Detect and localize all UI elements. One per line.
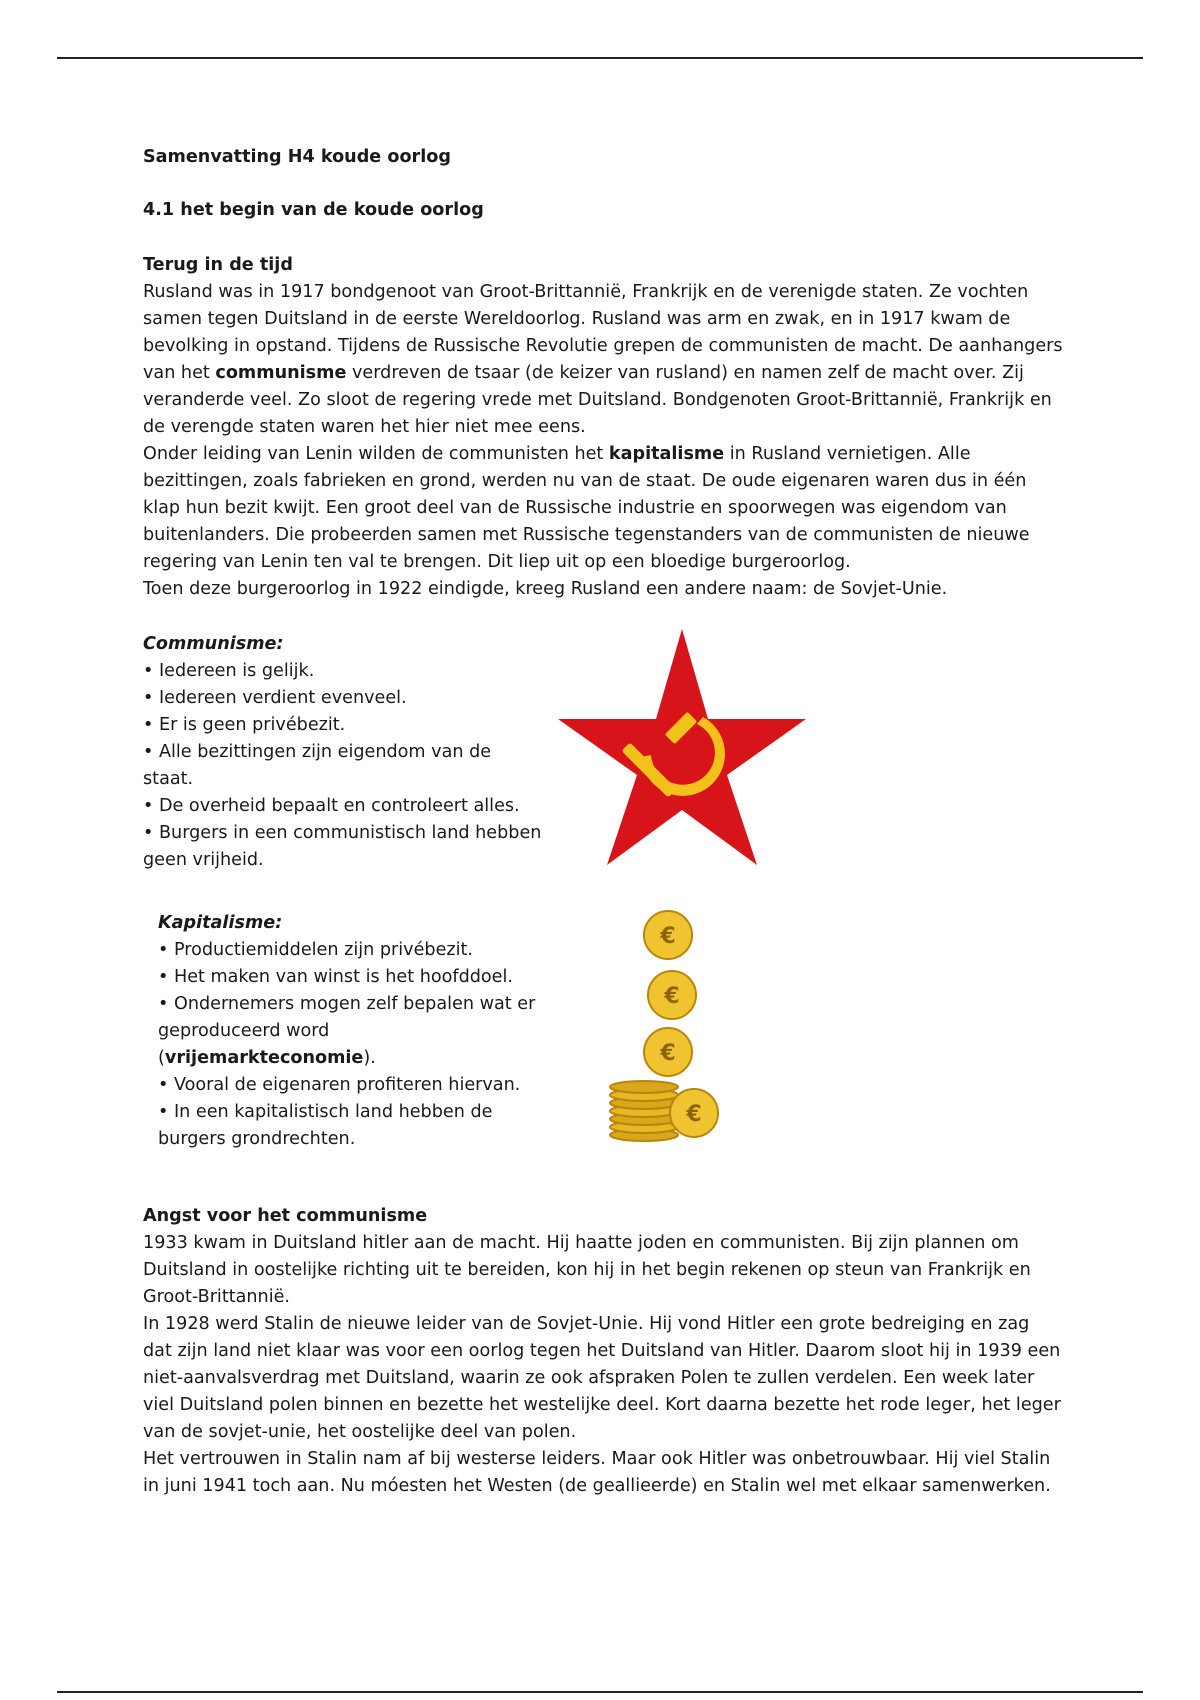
svg-text:€: € xyxy=(660,1041,676,1066)
list-item: • Iedereen verdient evenveel. xyxy=(143,688,407,708)
list-item: • In een kapitalistisch land hebben de burgers grondrechten. xyxy=(158,1102,493,1149)
terug-paragraph-2: Onder leiding van Lenin wilden de communisten het kapitalisme in Rusland vernietigen. Alle bezittingen, zoals fabrieken en grond, werden nu van de staat. De oude eigenaren waren dus in één klap hun bezit kwijt. Een groot deel van de Russische industrie en spoorwegen was eigendom van buitenlanders. Die probeerden samen met Russische tegenstanders van de communisten de nieuwe regering van Lenin ten val te brengen. Dit liep uit op een bloedige burgeroorlog. xyxy=(143,444,1030,572)
angst-paragraph-3: Het vertrouwen in Stalin nam af bij westerse leiders. Maar ook Hitler was onbetrouwbaar. Hij viel Stalin in juni 1941 toch aan. Nu móesten het Westen (de geallieerde) en Stalin wel met elkaar samenwerken. xyxy=(143,1449,1051,1496)
svg-text:€: € xyxy=(664,984,680,1009)
list-item: • Burgers in een communistisch land hebben geen vrijheid. xyxy=(143,823,542,870)
list-item: • Iedereen is gelijk. xyxy=(143,661,315,681)
list-item: • Het maken van winst is het hoofddoel. xyxy=(158,967,513,987)
list-item: • Productiemiddelen zijn privébezit. xyxy=(158,940,474,960)
document-title: Samenvatting H4 koude oorlog xyxy=(143,147,451,167)
angst-heading: Angst voor het communisme xyxy=(143,1206,428,1226)
communisme-list xyxy=(143,631,543,874)
terug-paragraph-1: Rusland was in 1917 bondgenoot van Groot-Brittannië, Frankrijk en de verenigde staten. Ze vochten samen tegen Duitsland in de eerste Wereldoorlog. Rusland was arm en zwak, en in 1917 kwam de bevolking in opstand. Tijdens de Russische Revolutie grepen de communisten de macht. De aanhangers van het communisme verdreven de tsaar (de keizer van rusland) en namen zelf de macht over. Zij veranderde veel. Zo sloot de regering vrede met Duitsland. Bondgenoten Groot-Brittannië, Frankrijk en de verengde staten waren het hier niet mee eens. xyxy=(143,282,1063,437)
euro-coins-icon xyxy=(600,905,720,1145)
list-item: • De overheid bepaalt en controleert alles. xyxy=(143,796,520,816)
svg-text:€: € xyxy=(686,1102,702,1127)
kapitalisme-list xyxy=(158,910,548,1153)
list-item: • Vooral de eigenaren profiteren hiervan. xyxy=(158,1075,521,1095)
terug-paragraph-3: Toen deze burgeroorlog in 1922 eindigde, kreeg Rusland een andere naam: de Sovjet-Unie. xyxy=(143,579,948,599)
angst-section xyxy=(143,1203,1063,1500)
list-item: • Er is geen privébezit. xyxy=(143,715,346,735)
list-item: • Alle bezittingen zijn eigendom van de staat. xyxy=(143,742,492,789)
section-title: 4.1 het begin van de koude oorlog xyxy=(143,200,484,220)
svg-text:€: € xyxy=(660,924,676,949)
angst-paragraph-1: 1933 kwam in Duitsland hitler aan de macht. Hij haatte joden en communisten. Bij zijn plannen om Duitsland in oostelijke richting uit te bereiden, kon hij in het begin rekenen op steun van Frankrijk en Groot-Brittannië. xyxy=(143,1233,1031,1307)
top-rule xyxy=(57,57,1143,59)
bottom-rule xyxy=(57,1691,1143,1693)
hammer-sickle-star-icon xyxy=(553,625,811,869)
kapitalisme-heading: Kapitalisme: xyxy=(158,913,283,933)
angst-paragraph-2: In 1928 werd Stalin de nieuwe leider van de Sovjet-Unie. Hij vond Hitler een grote bedreiging en zag dat zijn land niet klaar was voor een oorlog tegen het Duitsland van Hitler. Daarom sloot hij in 1939 een niet-aanvalsverdrag met Duitsland, waarin ze ook afspraken Polen te zullen verdelen. Een week later viel Duitsland polen binnen en bezette het westelijke deel. Kort daarna bezette het rode leger, het leger van de sovjet-unie, het oostelijke deel van polen. xyxy=(143,1314,1061,1442)
communisme-heading: Communisme: xyxy=(143,634,284,654)
list-item: • Ondernemers mogen zelf bepalen wat er geproduceerd word (vrijemarkteconomie). xyxy=(158,994,536,1068)
terug-heading: Terug in de tijd xyxy=(143,255,293,275)
terug-in-de-tijd-section xyxy=(143,252,1063,603)
